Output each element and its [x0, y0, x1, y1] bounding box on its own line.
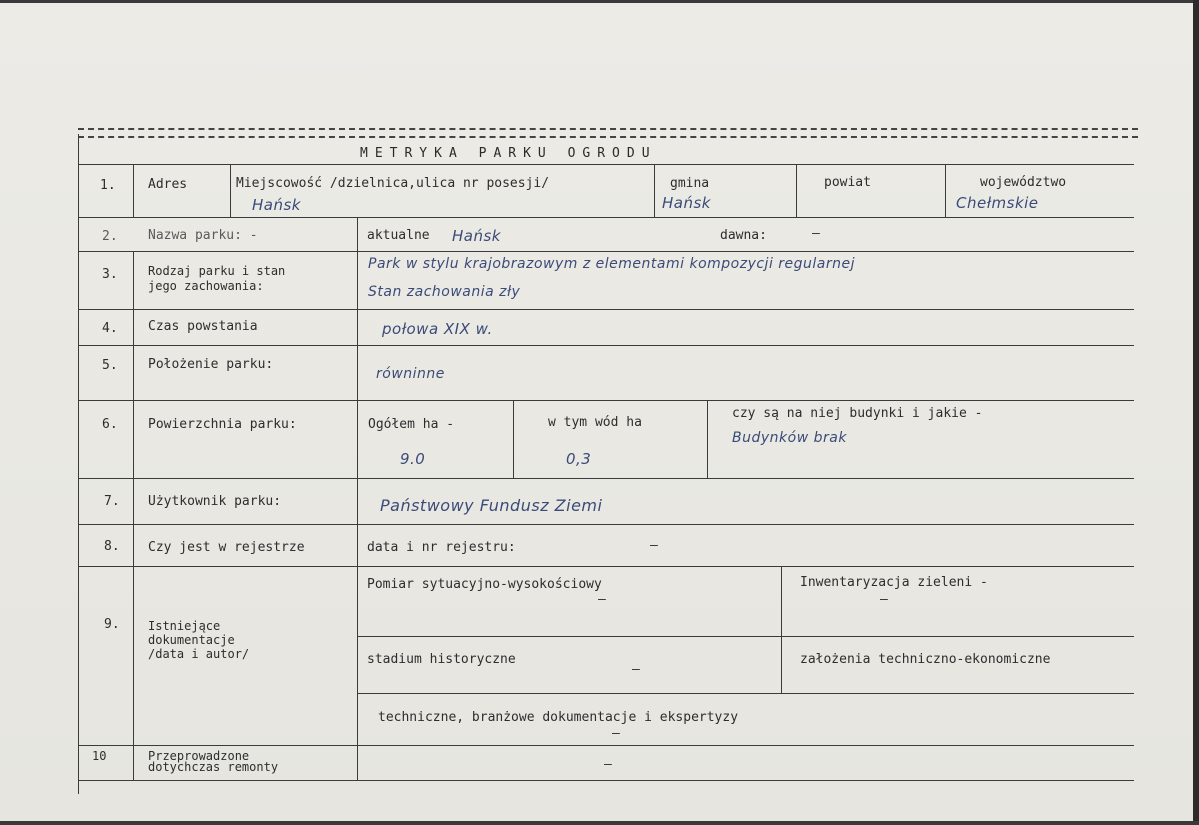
- historical-study-label: stadium historyczne: [367, 652, 516, 667]
- total-area-label: Ogółem ha -: [368, 417, 455, 432]
- location-value: równinne: [376, 366, 445, 382]
- row-divider: [78, 745, 1134, 746]
- scan-edge-right: [1193, 0, 1199, 825]
- col-divider: [133, 251, 134, 780]
- col-divider: [796, 164, 797, 217]
- gmina-value: Hańsk: [662, 194, 711, 212]
- row-number: 4.: [102, 321, 118, 336]
- park-type-label: jego zachowania:: [148, 279, 264, 293]
- scan-edge-bottom: [0, 821, 1199, 825]
- total-area-value: 9.0: [400, 450, 426, 468]
- documentation-label: Istniejące: [148, 619, 221, 633]
- park-type-value: Park w stylu krajobrazowym z elementami kompozycji regularnej: [368, 256, 856, 272]
- row-divider: [358, 636, 1134, 637]
- row-number: 7.: [104, 494, 120, 509]
- table-left-border: [78, 134, 79, 794]
- row-divider: [78, 217, 1134, 218]
- col-divider: [513, 400, 514, 478]
- col-divider: [781, 566, 782, 693]
- row-divider: [358, 693, 1134, 694]
- historical-study-value: —: [632, 662, 640, 677]
- address-label: Adres: [148, 177, 188, 192]
- buildings-label: czy są na niej budynki i jakie -: [732, 406, 983, 421]
- greenery-inventory-value: —: [880, 592, 888, 607]
- register-data-label: data i nr rejestru:: [367, 540, 516, 555]
- park-name-label: Nazwa parku: -: [148, 228, 258, 243]
- creation-time-label: Czas powstania: [148, 319, 258, 334]
- former-name-label: dawna:: [720, 228, 767, 243]
- greenery-inventory-label: Inwentaryzacja zieleni -: [800, 575, 988, 590]
- former-name-value: —: [812, 226, 820, 241]
- row-number: 10: [92, 749, 107, 763]
- preservation-value: Stan zachowania zły: [368, 284, 521, 300]
- row-number: 8.: [104, 539, 120, 554]
- repairs-label: dotychczas remonty: [148, 760, 279, 774]
- gmina-label: gmina: [670, 176, 710, 191]
- row-divider: [78, 164, 1134, 165]
- col-divider: [230, 164, 231, 217]
- row-divider: [78, 309, 1134, 310]
- survey-value: —: [598, 592, 606, 607]
- row-divider: [78, 780, 1134, 781]
- wojewodztwo-value: Chełmskie: [956, 194, 1039, 212]
- technical-docs-value: —: [612, 726, 620, 741]
- row-divider: [78, 345, 1134, 346]
- current-name-value: Hańsk: [452, 227, 501, 245]
- repairs-value: —: [604, 757, 612, 772]
- row-divider: [78, 524, 1134, 525]
- wojewodztwo-label: województwo: [980, 175, 1067, 190]
- park-type-label: Rodzaj parku i stan: [148, 264, 286, 278]
- row-number: 5.: [102, 358, 118, 373]
- documentation-label: /data i autor/: [148, 647, 250, 661]
- col-divider: [133, 164, 134, 217]
- row-number: 6.: [102, 417, 118, 432]
- technical-economic-label: założenia techniczno-ekonomiczne: [800, 652, 1051, 667]
- header-dashed-border: [78, 128, 1138, 138]
- locality-value: Hańsk: [252, 196, 301, 214]
- water-area-value: 0,3: [566, 450, 592, 468]
- row-number: 9.: [104, 617, 120, 632]
- form-title: METRYKA PARKU OGRODU: [360, 146, 657, 161]
- col-divider: [945, 164, 946, 217]
- water-area-label: w tym wód ha: [548, 415, 642, 430]
- creation-time-value: połowa XIX w.: [382, 320, 493, 338]
- col-divider: [707, 400, 708, 478]
- location-label: Położenie parku:: [148, 357, 274, 372]
- survey-label: Pomiar sytuacyjno-wysokościowy: [367, 577, 602, 592]
- area-label: Powierzchnia parku:: [148, 417, 297, 432]
- technical-docs-label: techniczne, branżowe dokumentacje i ekspertyzy: [378, 710, 739, 725]
- row-divider: [78, 400, 1134, 401]
- row-number: 3.: [102, 267, 118, 282]
- register-data-value: —: [650, 538, 658, 553]
- user-value: Państwowy Fundusz Ziemi: [380, 496, 603, 515]
- row-divider: [78, 566, 1134, 567]
- row-divider: [78, 251, 1134, 252]
- row-number: 2.: [102, 229, 118, 244]
- scan-edge-top: [0, 0, 1199, 3]
- current-name-label: aktualne: [367, 228, 430, 243]
- register-label: Czy jest w rejestrze: [148, 540, 305, 555]
- locality-label: Miejscowość /dzielnica,ulica nr posesji/: [236, 176, 550, 191]
- repairs-label: Przeprowadzone: [148, 749, 250, 763]
- user-label: Użytkownik parku:: [148, 494, 282, 509]
- powiat-label: powiat: [824, 175, 871, 190]
- col-divider: [654, 164, 655, 217]
- col-divider: [357, 217, 358, 780]
- row-divider: [78, 478, 1134, 479]
- buildings-value: Budynków brak: [732, 430, 847, 446]
- documentation-label: dokumentacje: [148, 633, 235, 647]
- row-number: 1.: [100, 178, 116, 193]
